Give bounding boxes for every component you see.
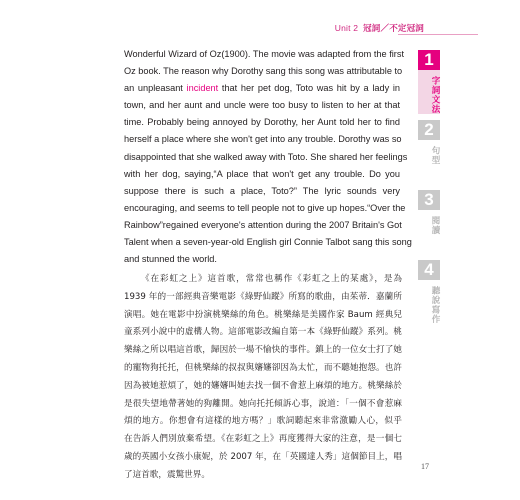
english-line: suppose there is such a place, Toto?” The lyric sounds very <box>124 185 400 196</box>
chinese-line: 1939 年的一部經典音樂電影《綠野仙蹤》所寫的歌曲，由茱蒂．嘉蘭所 <box>124 291 402 302</box>
tab-sentence-patterns[interactable] <box>418 120 440 165</box>
tab-reading[interactable] <box>418 190 440 235</box>
english-line: town, and her aunt and uncle were too busy to listen to her at that <box>124 100 400 111</box>
header-divider <box>398 34 478 35</box>
english-line <box>124 80 400 97</box>
english-line: time. Probably being annoyed by Dorothy, her Aunt told her to find <box>124 117 400 128</box>
english-line: Rainbow”regained everyone's attention during the 2007 Britain's Got <box>124 219 402 230</box>
english-line-part: that her pet dog, Toto was hit by a lady in <box>218 83 400 94</box>
unit-title: 冠詞／不定冠詞 <box>363 24 424 34</box>
chinese-line: 《在彩虹之上》這首歌，常常也稱作《彩虹之上的某處》，是為 <box>141 274 402 284</box>
tab-label: 句型 <box>430 146 440 165</box>
tab-label: 閱讀 <box>430 216 440 235</box>
tab-label: 字詞文法 <box>430 76 440 114</box>
english-line-part: an unpleasant <box>124 83 187 94</box>
tab-label: 聽說寫作 <box>430 286 440 324</box>
page-header <box>335 22 424 34</box>
chinese-line: 了這首歌，震驚世界。 <box>124 469 210 480</box>
english-line: encouraging, and seems to tell people not to give up hopes.“Over the <box>124 202 406 213</box>
vocabulary-highlight: incident <box>186 83 219 94</box>
chinese-line: 歲的英國小女孩小康妮，於 2007 年，在「英國達人秀」這個節目上，唱 <box>124 451 402 462</box>
english-line: Oz book. The reason why Dorothy sang this song was attributable to <box>124 66 403 77</box>
chinese-line: 煩的地方。你想會有這樣的地方嗎？」歌詞聽起來非常激勵人心，似乎 <box>124 416 402 427</box>
page-number: 17 <box>421 462 429 471</box>
english-paragraph <box>124 46 412 268</box>
chinese-line: 童系列小說中的虛構人物。這部電影改編自第一本《綠野仙蹤》系列。桃 <box>124 327 402 338</box>
english-line: Wonderful Wizard of Oz(1900). The movie was adapted from the first <box>124 49 404 59</box>
tab-number: 4 <box>418 260 440 280</box>
chinese-line: 在告訴人們別放棄希望。《在彩虹之上》再度獲得大家的注意，是一個七 <box>124 434 402 445</box>
tab-listening-speaking-writing[interactable] <box>418 260 440 324</box>
tab-number: 2 <box>418 120 440 140</box>
unit-label: Unit 2 <box>334 23 359 33</box>
english-line: with her dog, saying,“A place that won't get any trouble. Do you <box>124 168 400 179</box>
tab-vocabulary-grammar[interactable] <box>418 50 440 114</box>
english-line: and stunned the world. <box>124 254 217 265</box>
chinese-line: 演唱。她在電影中扮演桃樂絲的角色。桃樂絲是美國作家 Baum 經典兒 <box>124 309 402 320</box>
chinese-line: 是很失望地帶著她的狗離開。她向托托傾訴心事，說道：「一個不會惹麻 <box>124 398 402 409</box>
english-line: Talent when a seven-year-old English girl Connie Talbot sang this song <box>124 237 412 248</box>
english-line: disappointed that she walked away with Toto. She shared her feelings <box>124 151 408 162</box>
chinese-line: 因為被她惹煩了，她的嬸嬸叫她去找一個不會惹上麻煩的地方。桃樂絲於 <box>124 380 402 391</box>
chinese-line: 的寵物狗托托，但桃樂絲的叔叔與嬸嬸卻因為太忙，而不聽她抱怨。也許 <box>124 362 402 373</box>
tab-number: 1 <box>418 50 440 70</box>
english-line: herself a place where she won't get into any trouble. Dorothy was so <box>124 134 402 145</box>
chinese-paragraph <box>124 271 402 485</box>
chinese-line: 樂絲之所以唱這首歌，歸因於一場不愉快的事件。鎮上的一位女士打了她 <box>124 345 402 356</box>
tab-number: 3 <box>418 190 440 210</box>
